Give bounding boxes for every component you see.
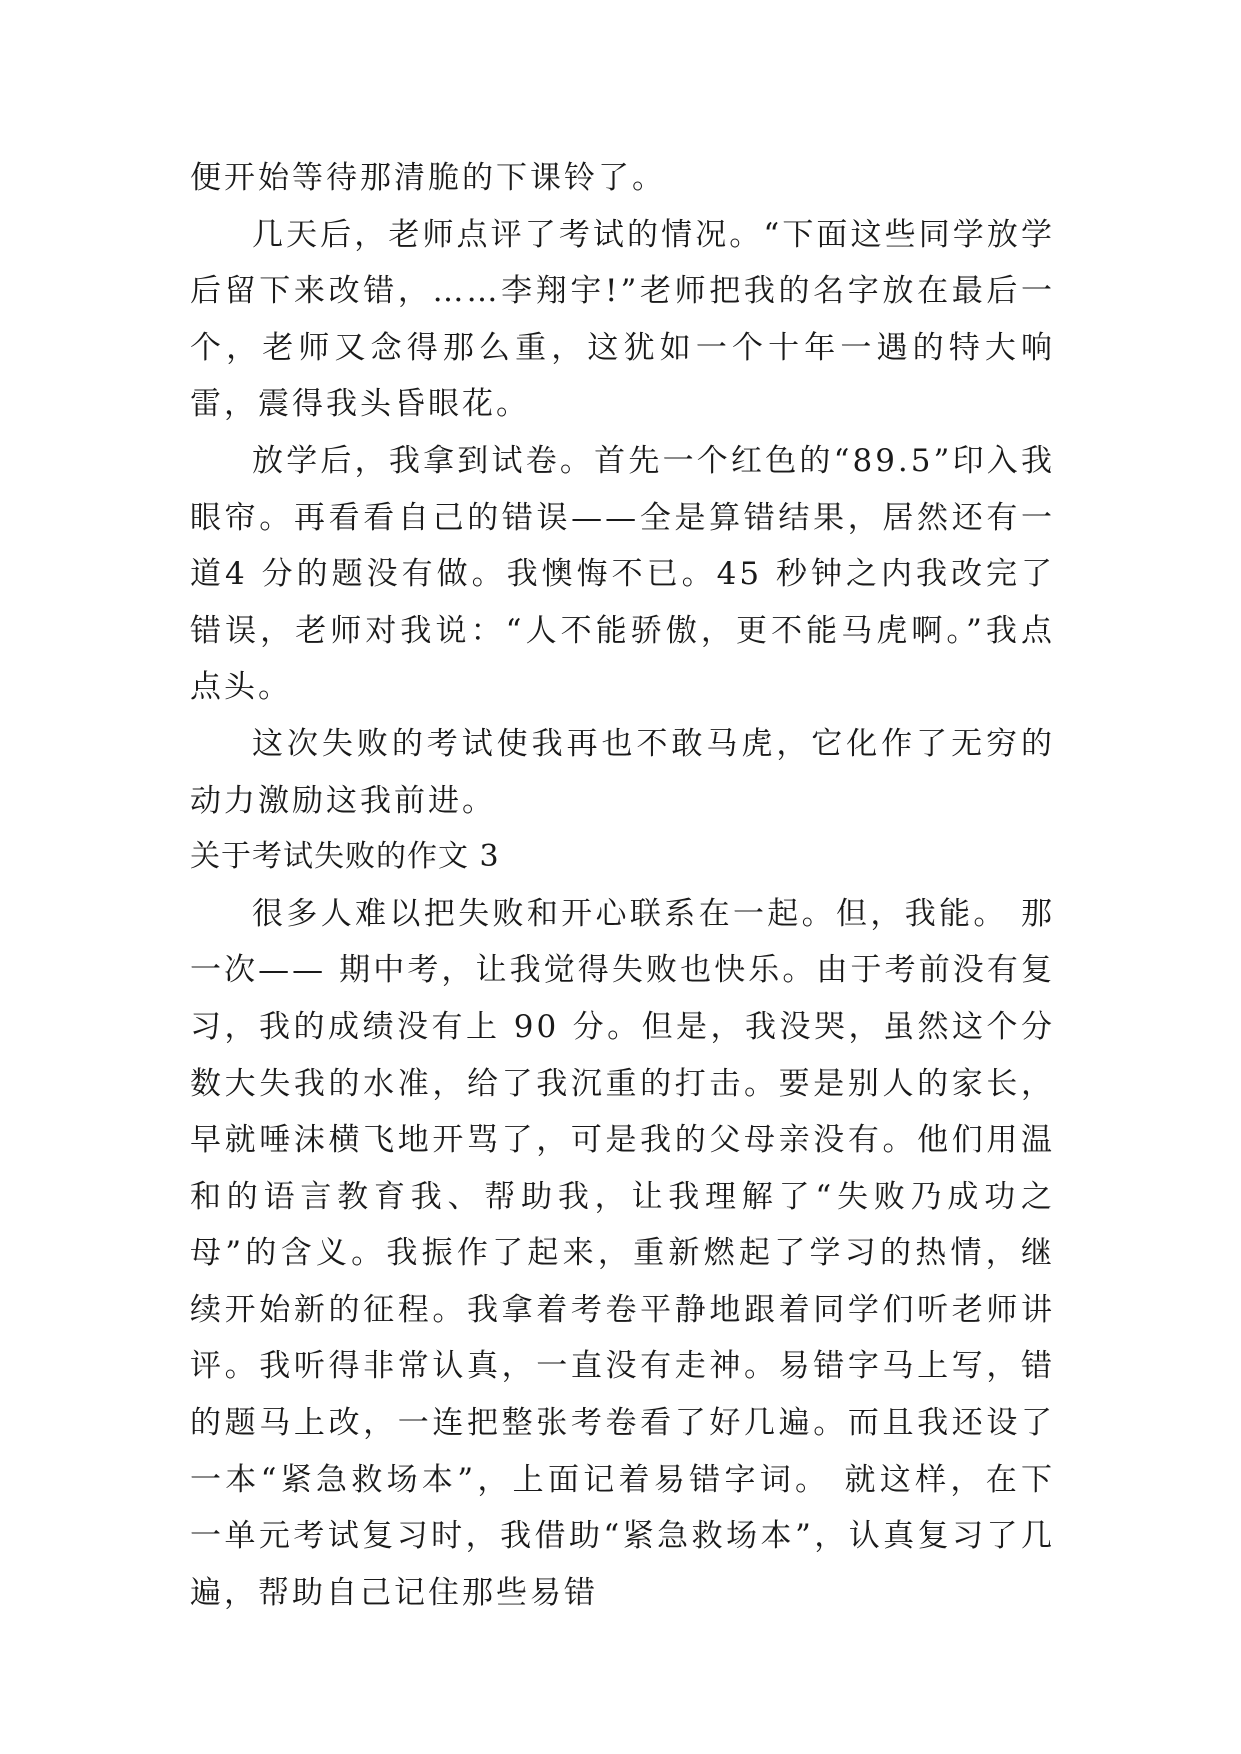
paragraph-2: 几天后，老师点评了考试的情况。“下面这些同学放学后留下来改错，……李翔宇!”老师把我的名字放在最后一个，老师又念得那么重，这犹如一个十年一遇的特大响雷，震得我头昏眼花。 — [190, 216, 1055, 423]
section-title: 关于考试失败的作文 3 — [190, 839, 500, 875]
document-body — [190, 150, 1055, 1621]
paragraph-4: 这次失败的考试使我再也不敢马虎，它化作了无穷的动力激励这我前进。 — [190, 725, 1055, 819]
paragraph-3: 放学后，我拿到试卷。首先一个红色的“89.5”印入我眼帘。再看看自己的错误——全是算错结果，居然还有一道4 分的题没有做。我懊悔不已。45 秒钟之内我改完了错误，老师对我说：“人不能骄傲，更不能马虎啊。”我点点头。 — [190, 442, 1055, 706]
paragraph-5: 很多人难以把失败和开心联系在一起。但，我能。 那一次—— 期中考，让我觉得失败也快乐。由于考前没有复习，我的成绩没有上 90 分。但是，我没哭，虽然这个分数大失我的水准，给了我沉重的打击。要是别人的家长，早就唾沫横飞地开骂了，可是我的父母亲没有。他们用温和的语言教育我、帮助我，让我理解了“失败乃成功之母”的含义。我振作了起来，重新燃起了学习的热情，继续开始新的征程。我拿着考卷平静地跟着同学们听老师讲评。我听得非常认真，一直没有走神。易错字马上写，错的题马上改，一连把整张考卷看了好几遍。而且我还设了一本“紧急救场本”，上面记着易错字词。 就这样，在下一单元考试复习时，我借助“紧急救场本”，认真复习了几遍，帮助自己记住那些易错 — [190, 895, 1055, 1611]
paragraph-1: 便开始等待那清脆的下课铃了。 — [190, 160, 666, 196]
